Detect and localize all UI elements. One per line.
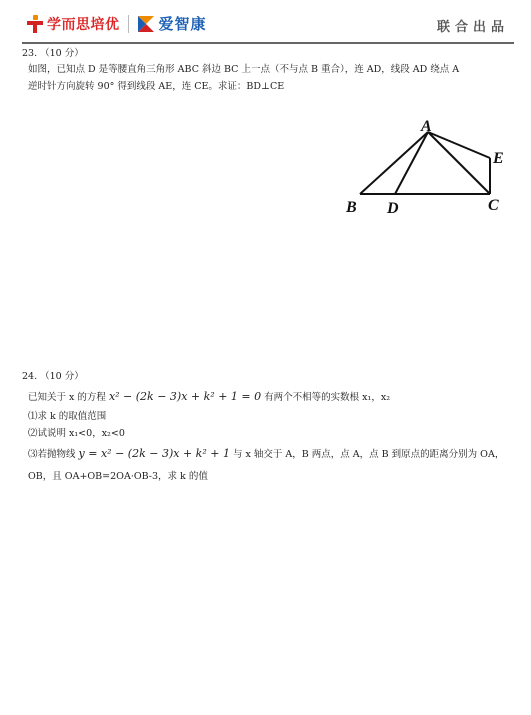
q24-sub-3	[28, 446, 504, 462]
q24-sub-1: ⑴求 k 的取值范围	[28, 411, 107, 422]
brand-xueersi: 学而思培优	[47, 16, 120, 33]
q24-sub-2: ⑵试说明 x₁<0，x₂<0	[28, 428, 125, 439]
label-d: D	[387, 200, 399, 217]
page-header	[0, 0, 531, 44]
label-e: E	[493, 150, 504, 167]
label-c: C	[488, 197, 499, 214]
brand-logos	[27, 13, 207, 34]
brand-divider	[128, 15, 129, 33]
q24-equation-1: x² − (2k − 3)x + k² + 1 = 0	[108, 390, 262, 403]
aizhikang-logo-icon	[137, 15, 155, 33]
q24-sub-3-b: 与 x 轴交于 A，B 两点，点 A，点 B 到原点的距离分别为 OA，	[232, 449, 505, 460]
xueersi-logo-icon	[27, 15, 43, 33]
segment-ac	[428, 132, 490, 194]
q24-stem-b: 有两个不相等的实数根 x₁，x₂	[264, 392, 391, 403]
q24-number: 24. （10 分）	[22, 371, 84, 382]
q23-triangle-figure	[335, 118, 520, 220]
segment-ab	[360, 132, 428, 194]
q24-equation-2: y = x² − (2k − 3)x + k² + 1	[78, 447, 230, 460]
q24-stem-a: 已知关于 x 的方程	[28, 392, 106, 403]
q24-sub-3-cont: OB，且 OA+OB=2OA·OB-3，求 k 的值	[28, 471, 208, 482]
header-rule	[22, 42, 514, 44]
label-b: B	[346, 199, 357, 216]
q23-line-2: 逆时针方向旋转 90° 得到线段 AE，连 CE。求证：BD⊥CE	[28, 81, 285, 92]
q24-stem	[28, 389, 390, 405]
segment-ae	[428, 132, 490, 158]
brand-aizhikang: 爱智康	[158, 15, 207, 33]
q24-sub-3-a: ⑶若抛物线	[28, 449, 76, 460]
joint-production-label: 联合出品	[436, 20, 509, 35]
q23-line-1: 如图，已知点 D 是等腰直角三角形 ABC 斜边 BC 上一点（不与点 B 重合），连 AD，线段 AD 绕点 A	[28, 64, 460, 75]
q23-number: 23. （10 分）	[22, 48, 84, 59]
label-a: A	[421, 118, 432, 135]
segment-ad	[395, 132, 428, 194]
